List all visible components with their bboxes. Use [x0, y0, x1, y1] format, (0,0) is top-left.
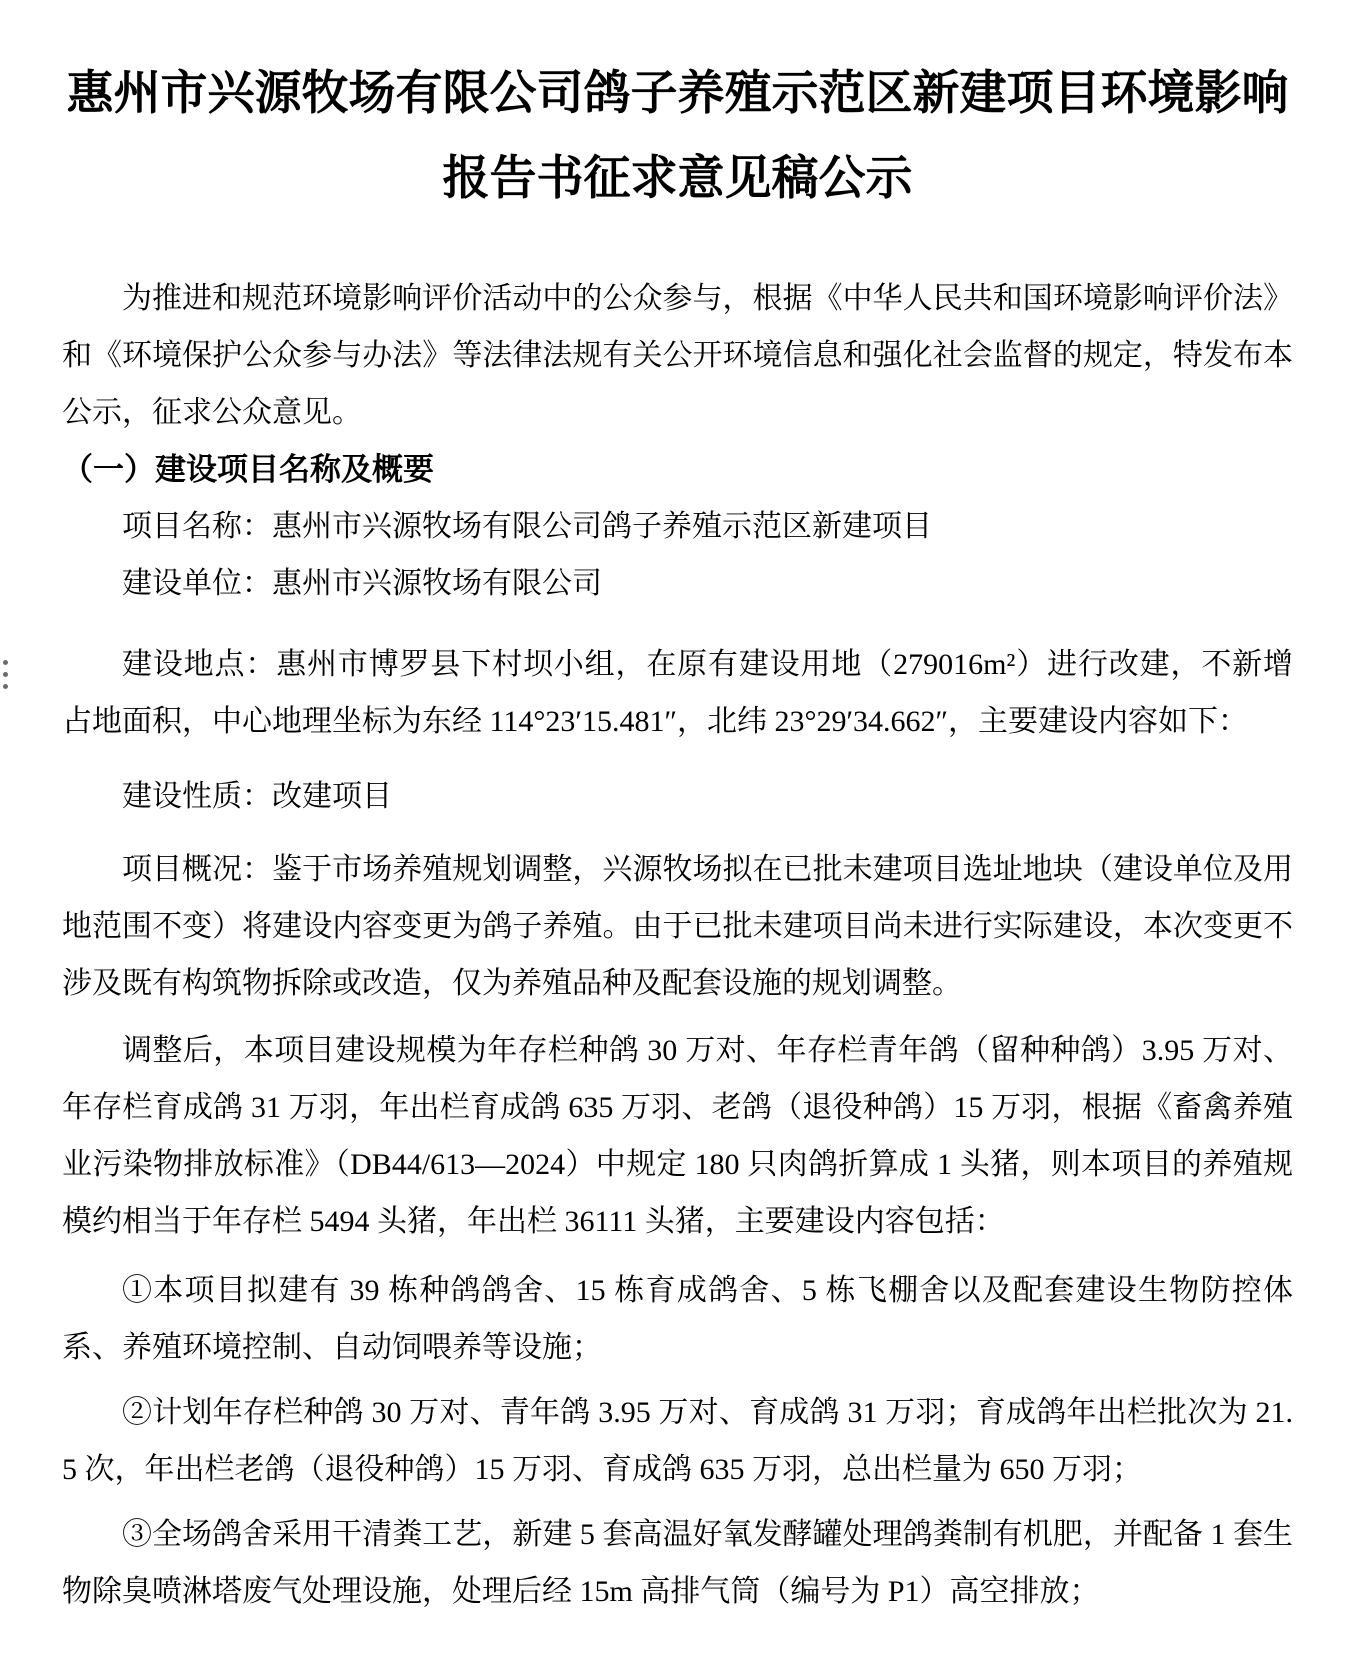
left-edge-handle-icon[interactable] — [1, 658, 10, 691]
builder-line: 建设单位：惠州市兴源牧场有限公司 — [122, 567, 602, 600]
handle-dot — [3, 660, 8, 665]
intro-paragraph: 为推进和规范环境影响评价活动中的公众参与，根据《中华人民共和国环境影响评价法》和《环境保护公众参与办法》等法律法规有关公开环境信息和强化社会监督的规定，特发布本公示，征求公众意见。 — [62, 282, 1293, 429]
overview-paragraph: 项目概况：鉴于市场养殖规划调整，兴源牧场拟在已批未建项目选址地块（建设单位及用地范围不变）将建设内容变更为鸽子养殖。由于已批未建项目尚未进行实际建设，本次变更不涉及既有构筑物拆除或改造，仅为养殖品种及配套设施的规划调整。 — [62, 853, 1293, 1000]
handle-dot — [3, 684, 8, 689]
document-title-line-2: 报告书征求意见稿公示 — [442, 151, 913, 204]
construction-item-3: ③全场鸽舍采用干清粪工艺，新建 5 套高温好氧发酵罐处理鸽粪制有机肥，并配备 1 套生物除臭喷淋塔废气处理设施，处理后经 15m 高排气筒（编号为 P1）高空排放； — [62, 1518, 1293, 1608]
document-title — [62, 50, 1293, 220]
construction-item-2: ②计划年存栏种鸽 30 万对、青年鸽 3.95 万对、育成鸽 31 万羽；育成鸽年出栏批次为 21.5 次，年出栏老鸽（退役种鸽）15 万羽、育成鸽 635 万羽，总出栏量为 650 万羽； — [62, 1396, 1293, 1486]
handle-dot — [3, 672, 8, 677]
construction-item-1: ①本项目拟建有 39 栋种鸽鸽舍、15 栋育成鸽舍、5 栋飞棚舍以及配套建设生物防控体系、养殖环境控制、自动饲喂养等设施； — [62, 1274, 1293, 1364]
scale-paragraph: 调整后，本项目建设规模为年存栏种鸽 30 万对、年存栏青年鸽（留种种鸽）3.95 万对、年存栏育成鸽 31 万羽，年出栏育成鸽 635 万羽、老鸽（退役种鸽）15 万羽，根据《畜禽养殖业污染物排放标准》（DB44/613—2024）中规定 180 只肉鸽折算成 1 头猪，则本项目的养殖规模约相当于年存栏 5494 头猪，年出栏 36111 头猪，主要建设内容包括： — [62, 1034, 1293, 1238]
document-title-line-1: 惠州市兴源牧场有限公司鸽子养殖示范区新建项目环境影响 — [66, 66, 1289, 119]
project-name-line: 项目名称：惠州市兴源牧场有限公司鸽子养殖示范区新建项目 — [122, 510, 932, 543]
section-one-heading: （一）建设项目名称及概要 — [62, 452, 434, 487]
nature-line: 建设性质：改建项目 — [122, 780, 392, 813]
location-paragraph: 建设地点：惠州市博罗县下村坝小组，在原有建设用地（279016m²）进行改建，不新增占地面积，中心地理坐标为东经 114°23′15.481″，北纬 23°29′34.662″，主要建设内容如下： — [62, 648, 1293, 738]
